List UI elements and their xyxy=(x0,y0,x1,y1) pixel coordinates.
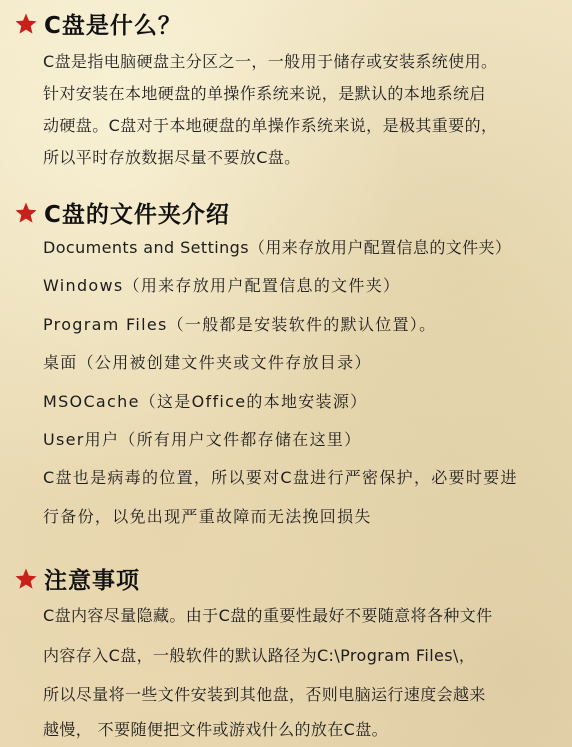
section-heading xyxy=(14,196,230,229)
section-heading xyxy=(14,7,182,40)
paragraph-line: C盘也是病毒的位置，所以要对C盘进行严密保护，必要时要进 xyxy=(43,468,518,487)
paragraph-line: 针对安装在本地硬盘的单操作系统来说，是默认的本地系统启 xyxy=(43,84,486,103)
paragraph-line: 越慢， 不要随便把文件或游戏什么的放在C盘。 xyxy=(43,720,389,739)
section-title: 注意事项 xyxy=(44,568,140,594)
folder-item: Windows（用来存放用户配置信息的文件夹） xyxy=(43,276,401,295)
folder-item: 桌面（公用被创建文件夹或文件存放目录） xyxy=(43,353,372,372)
folder-item: MSOCache（这是Office的本地安装源） xyxy=(43,392,368,411)
section-heading xyxy=(14,562,140,595)
star-icon xyxy=(14,12,38,36)
star-icon xyxy=(14,201,38,225)
section-title: C盘是什么？ xyxy=(44,13,182,39)
paragraph-line: 内容存入C盘，一般软件的默认路径为C:\Program Files\， xyxy=(43,646,476,665)
paragraph-line: C盘内容尽量隐藏。由于C盘的重要性最好不要随意将各种文件 xyxy=(43,606,493,625)
section-title: C盘的文件夹介绍 xyxy=(44,202,230,228)
star-icon xyxy=(14,567,38,591)
folder-item: User用户（所有用户文件都存储在这里） xyxy=(43,430,362,449)
folder-item: Program Files（一般都是安装软件的默认位置）。 xyxy=(43,315,437,334)
folder-item: Documents and Settings（用来存放用户配置信息的文件夹） xyxy=(43,238,512,257)
paragraph-line: 所以尽量将一些文件安装到其他盘，否则电脑运行速度会越来 xyxy=(43,685,486,704)
paragraph-line: 动硬盘。C盘对于本地硬盘的单操作系统来说，是极其重要的， xyxy=(43,116,498,135)
paragraph-line: 行备份，以免出现严重故障而无法挽回损失 xyxy=(43,507,372,526)
paragraph-line: 所以平时存放数据尽量不要放C盘。 xyxy=(43,148,301,167)
paragraph-line: C盘是指电脑硬盘主分区之一，一般用于储存或安装系统使用。 xyxy=(43,52,498,71)
